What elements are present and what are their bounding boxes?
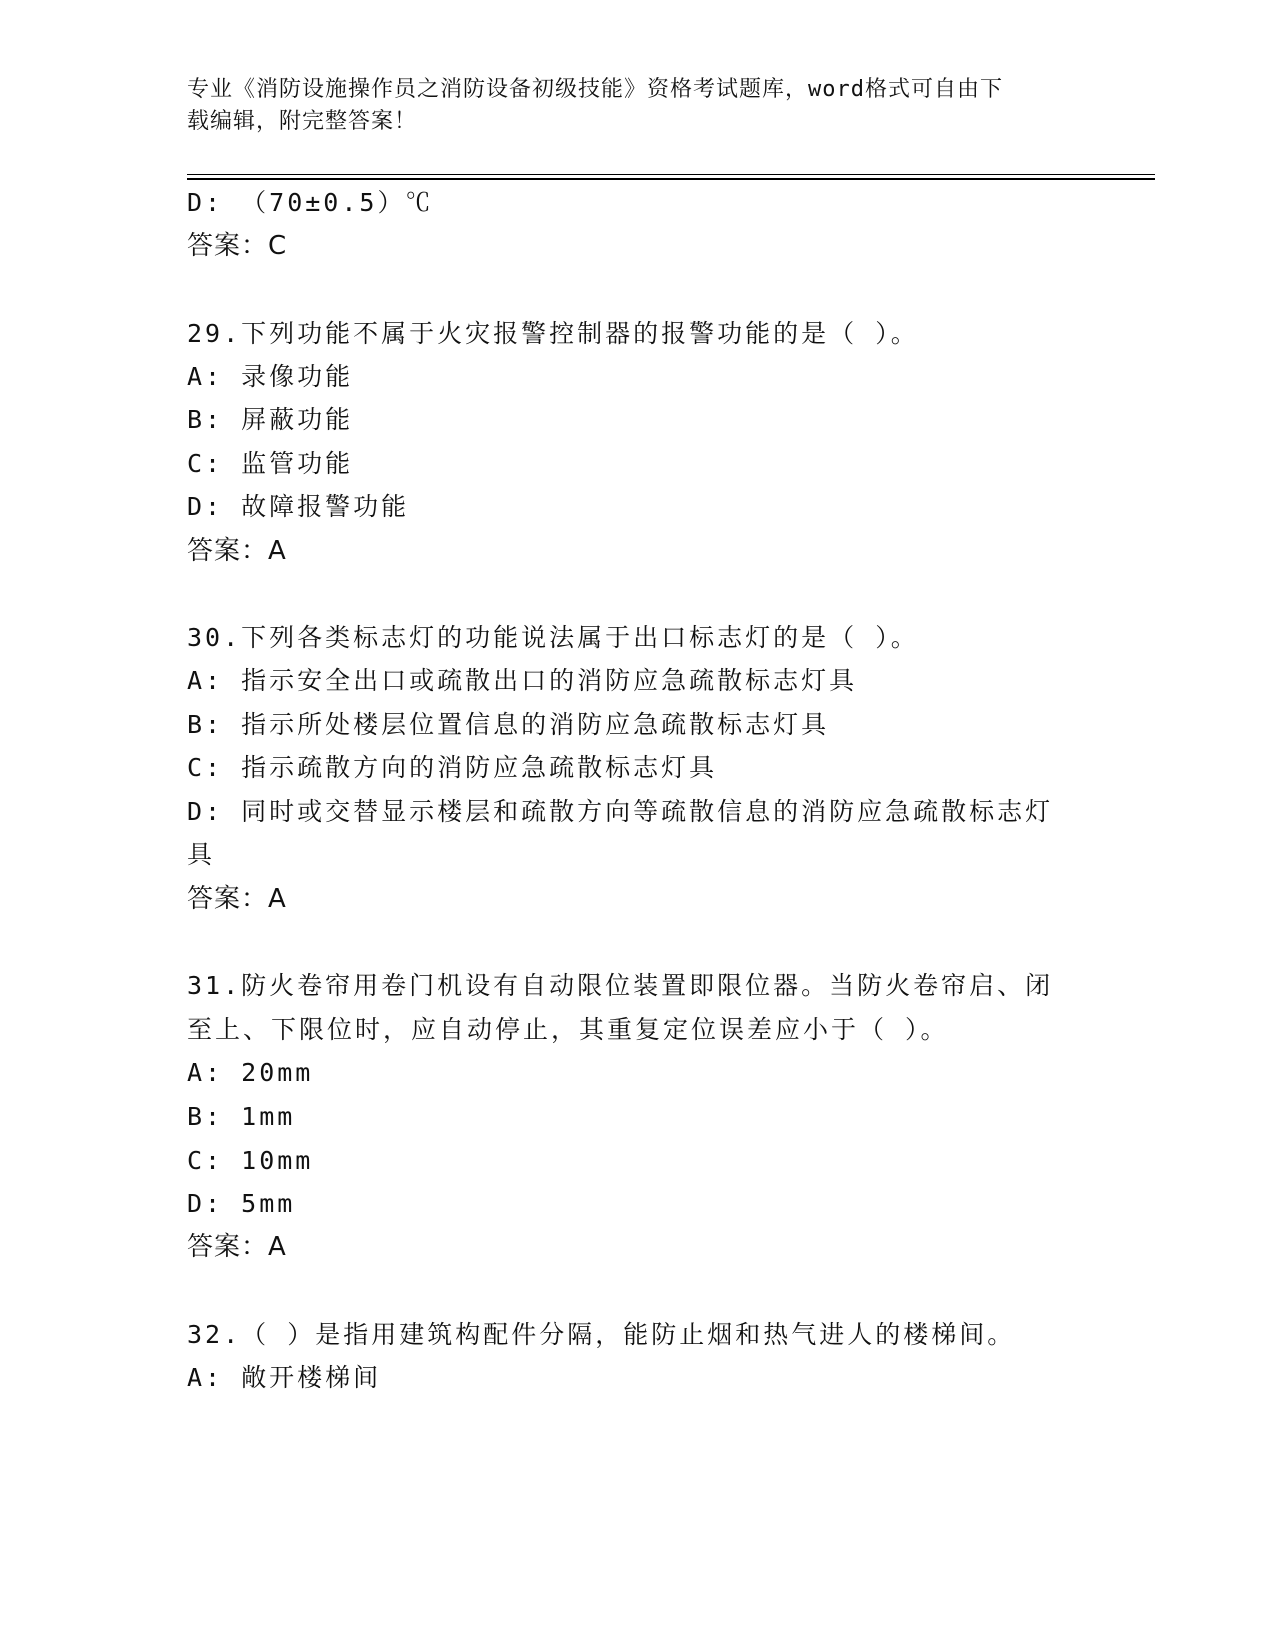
option-b: B: 屏蔽功能 [187,405,354,434]
header-line-1: 专业《消防设施操作员之消防设备初级技能》资格考试题库，word格式可自由下 [187,77,1003,102]
option-d: D: 同时或交替显示楼层和疏散方向等疏散信息的消防应急疏散标志灯 [187,797,1054,826]
option-d: D: 故障报警功能 [187,492,410,521]
option-d-continuation: 具 [187,840,216,869]
answer-line: 答案：A [187,884,287,914]
option-c: C: 10mm [187,1146,314,1175]
option-c: C: 指示疏散方向的消防应急疏散标志灯具 [187,753,718,782]
question-stem-continuation: 至上、下限位时，应自动停止，其重复定位误差应小于（ ）。 [187,1015,949,1044]
option-c: C: 监管功能 [187,449,354,478]
option-a: A: 20mm [187,1058,314,1087]
question-stem: 30.下列各类标志灯的功能说法属于出口标志灯的是（ ）。 [187,623,919,652]
answer-line: 答案：A [187,1232,287,1262]
option-a: A: 指示安全出口或疏散出口的消防应急疏散标志灯具 [187,666,858,695]
option-d: D: （70±0.5）℃ [187,188,434,217]
option-b: B: 1mm [187,1102,296,1131]
option-d: D: 5mm [187,1189,296,1218]
header-line-2: 载编辑，附完整答案！ [187,109,418,134]
answer-line: 答案：C [187,231,288,261]
answer-line: 答案：A [187,536,287,566]
question-stem: 32.（ ）是指用建筑构配件分隔，能防止烟和热气进人的楼梯间。 [187,1320,1016,1349]
question-stem: 29.下列功能不属于火灾报警控制器的报警功能的是（ ）。 [187,319,919,348]
header-divider-thick [187,178,1155,180]
header-divider-thin [187,174,1155,175]
option-a: A: 敞开楼梯间 [187,1363,382,1392]
option-b: B: 指示所处楼层位置信息的消防应急疏散标志灯具 [187,710,830,739]
question-stem: 31.防火卷帘用卷门机设有自动限位装置即限位器。当防火卷帘启、闭 [187,971,1054,1000]
option-a: A: 录像功能 [187,362,354,391]
document-header [187,74,1067,138]
